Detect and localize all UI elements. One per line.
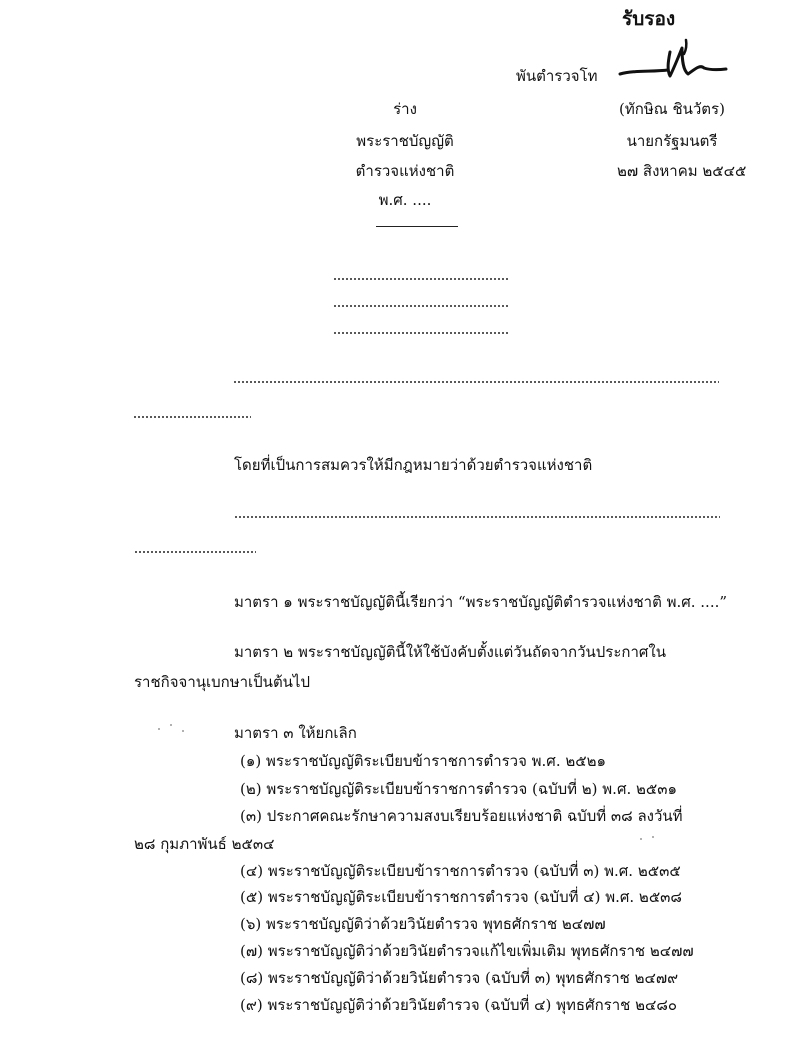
section-3-heading: มาตรา ๓ ให้ยกเลิก (234, 724, 357, 742)
repeal-item: (๗) พระราชบัญญัติว่าด้วยวินัยตำรวจแก้ไขเพิ่มเติม พุทธศักราช ๒๔๗๗ (240, 942, 694, 960)
repeal-item: (๕) พระราชบัญญัติระเบียบข้าราชการตำรวจ (ฉบับที่ ๔) พ.ศ. ๒๕๓๘ (240, 888, 683, 906)
signature-image (612, 34, 732, 86)
placeholder-line (333, 332, 509, 334)
scan-speck (170, 724, 172, 726)
repeal-item: (๔) พระราชบัญญัติระเบียบข้าราชการตำรวจ (ฉบับที่ ๓) พ.ศ. ๒๕๓๕ (240, 862, 681, 880)
placeholder-line (134, 551, 256, 553)
repeal-item: (๘) พระราชบัญญัติว่าด้วยวินัยตำรวจ (ฉบับที่ ๓) พุทธศักราช ๒๔๗๙ (240, 969, 679, 987)
title-year: พ.ศ. .... (378, 191, 432, 209)
draft-label: ร่าง (393, 100, 417, 118)
repeal-item-continued: ๒๘ กุมภาพันธ์ ๒๕๓๔ (134, 835, 275, 853)
placeholder-line (233, 381, 719, 383)
placeholder-line (234, 516, 720, 518)
approval-date: ๒๗ สิงหาคม ๒๕๔๕ (617, 162, 747, 180)
repeal-item: (๙) พระราชบัญญัติว่าด้วยวินัยตำรวจ (ฉบับที่ ๔) พุทธศักราช ๒๔๘๐ (240, 996, 678, 1014)
repeal-item: (๓) ประกาศคณะรักษาความสงบเรียบร้อยแห่งชาติ ฉบับที่ ๓๘ ลงวันที่ (240, 807, 683, 825)
placeholder-line (333, 305, 509, 307)
scan-speck (158, 728, 160, 730)
approval-stamp: รับรอง (622, 8, 676, 30)
placeholder-line (333, 278, 509, 280)
repeal-item: (๒) พระราชบัญญัติระเบียบข้าราชการตำรวจ (ฉบับที่ ๒) พ.ศ. ๒๕๓๑ (240, 780, 678, 798)
section-2-line-2: ราชกิจจานุเบกษาเป็นต้นไป (134, 673, 311, 691)
signer-name: (ทักษิณ ชินวัตร) (619, 100, 725, 118)
repeal-item: (๖) พระราชบัญญัติว่าด้วยวินัยตำรวจ พุทธศักราช ๒๔๗๗ (240, 915, 606, 933)
preamble-reason: โดยที่เป็นการสมควรให้มีกฎหมายว่าด้วยตำรวจแห่งชาติ (234, 456, 593, 474)
section-2-line-1: มาตรา ๒ พระราชบัญญัตินี้ให้ใช้บังคับตั้งแต่วันถัดจากวันประกาศใน (234, 643, 666, 661)
scan-speck (182, 730, 184, 732)
signer-rank: พันตำรวจโท (516, 67, 598, 85)
scan-speck (640, 838, 642, 840)
repeal-item: (๑) พระราชบัญญัติระเบียบข้าราชการตำรวจ พ.ศ. ๒๕๒๑ (240, 752, 607, 770)
title-line-2: ตำรวจแห่งชาติ (355, 162, 455, 180)
title-line-1: พระราชบัญญัติ (356, 132, 454, 150)
title-underline (376, 226, 458, 227)
signer-position: นายกรัฐมนตรี (626, 132, 718, 150)
placeholder-line (133, 416, 251, 418)
section-1: มาตรา ๑ พระราชบัญญัตินี้เรียกว่า “พระราชบัญญัติตำรวจแห่งชาติ พ.ศ. ....” (234, 593, 728, 611)
scan-speck (652, 836, 654, 838)
